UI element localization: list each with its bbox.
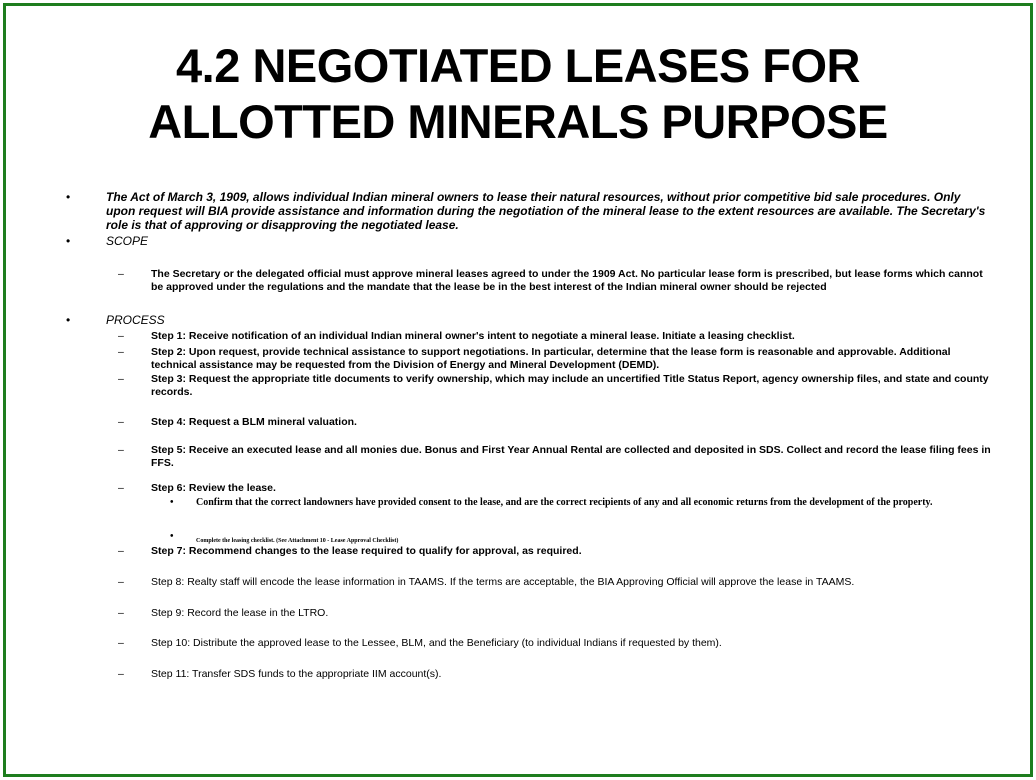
dash-icon: –: [118, 268, 124, 280]
step-1: Step 1: Receive notification of an individual Indian mineral owner's intent to negotiate a mineral lease. Initiate a leasing checklist.: [151, 330, 795, 342]
process-heading: PROCESS: [106, 313, 165, 327]
scope-text: The Secretary or the delegated official must approve mineral leases agreed to under the 1909 Act. No particular lease form is prescribed, but lease forms which cannot be approved under the regulations and the mandate that the lease be in the best interest of the Indian mineral owner should be rejected: [151, 268, 983, 293]
dash-icon: –: [118, 637, 124, 649]
bullet-icon: •: [66, 190, 71, 204]
bullet-icon: •: [170, 531, 174, 542]
bullet-icon: •: [170, 497, 174, 508]
scope-heading: SCOPE: [106, 234, 149, 248]
step-6-subitem-1: Confirm that the correct landowners have provided consent to the lease, and are the correct recipients of any and all economic returns from the development of the property.: [196, 497, 933, 508]
step-4: Step 4: Request a BLM mineral valuation.: [151, 416, 357, 428]
dash-icon: –: [118, 330, 124, 342]
intro-paragraph: The Act of March 3, 1909, allows individual Indian mineral owners to lease their natural resources, without prior competitive bid sale procedures. Only upon request will BIA provide assistance and information during the negotiation of the mineral lease to the extent resources are available. The Secretary's role is that of approving or disapproving the negotiated lease.: [106, 190, 986, 232]
dash-icon: –: [118, 545, 124, 557]
dash-icon: –: [118, 373, 124, 385]
step-9: Step 9: Record the lease in the LTRO.: [151, 607, 329, 619]
dash-icon: –: [118, 416, 124, 428]
dash-icon: –: [118, 482, 124, 494]
step-2: Step 2: Upon request, provide technical assistance to support negotiations. In particular, determine that the lease form is reasonable and approvable. Additional technical assistance may be requested from the Division of Energy and Mineral Development (DEMD).: [151, 346, 951, 371]
bullet-icon: •: [66, 234, 71, 248]
dash-icon: –: [118, 576, 124, 588]
dash-icon: –: [118, 346, 124, 358]
step-5: Step 5: Receive an executed lease and all monies due. Bonus and First Year Annual Rental are collected and deposited in SDS. Collect and record the lease filing fees in FFS.: [151, 444, 991, 469]
dash-icon: –: [118, 444, 124, 456]
step-11: Step 11: Transfer SDS funds to the appropriate IIM account(s).: [151, 668, 442, 680]
title-line-2: ALLOTTED MINERALS PURPOSE: [148, 95, 888, 148]
slide-title: [0, 38, 1036, 150]
step-8: Step 8: Realty staff will encode the lease information in TAAMS. If the terms are acceptable, the BIA Approving Official will approve the lease in TAAMS.: [151, 576, 855, 588]
step-6-subitem-2: Complete the leasing checklist. (See Attachment 10 - Lease Approval Checklist): [196, 538, 399, 544]
step-10: Step 10: Distribute the approved lease to the Lessee, BLM, and the Beneficiary (to individual Indians if requested by them).: [151, 637, 722, 649]
dash-icon: –: [118, 668, 124, 680]
step-3: Step 3: Request the appropriate title documents to verify ownership, which may include an uncertified Title Status Report, agency ownership files, and state and county records.: [151, 373, 989, 398]
bullet-icon: •: [66, 313, 71, 327]
step-6: Step 6: Review the lease.: [151, 482, 276, 494]
title-line-1: 4.2 NEGOTIATED LEASES FOR: [176, 39, 860, 92]
step-7: Step 7: Recommend changes to the lease required to qualify for approval, as required.: [151, 545, 582, 557]
dash-icon: –: [118, 607, 124, 619]
